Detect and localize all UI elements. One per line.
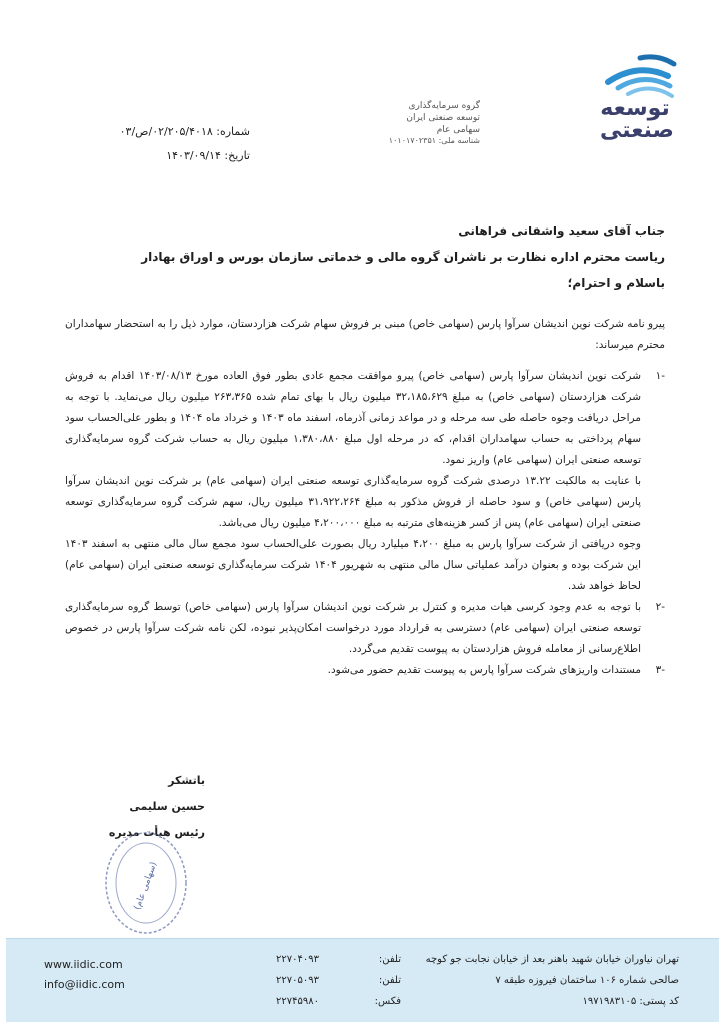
item-number: -۱	[655, 370, 665, 382]
item-list	[65, 366, 665, 681]
address-line: تهران نیاوران خیابان شهید باهنر بعد از خیابان نجابت جو کوچه	[425, 954, 679, 965]
recipient-title: ریاست محترم اداره نظارت بر ناشران گروه مالی و خدماتی سازمان بورس و اوراق بهادار	[141, 250, 665, 264]
item-paragraph: مستندات واریزهای شرکت سرآوا پارس به پیوست تقدیم حضور می‌شود.	[327, 664, 641, 676]
phone-value: ۲۲۷۰۵۰۹۳	[276, 975, 319, 986]
seal-text: (سهامی عام)	[132, 860, 160, 912]
footer-address	[389, 949, 679, 1012]
phone-value: ۲۲۷۰۴۰۹۳	[276, 954, 319, 965]
item-paragraph: شرکت نوین اندیشان سرآوا پارس (سهامی خاص) پیرو موافقت مجمع عادی بطور فوق العاده مورخ ۱۴۰۳/۰۸/۱۳ اقدام به فروش شرکت هزاردستان (سهامی خاص) به مبلغ ۳۲،۱۸۵،۶۲۹ میلیون ریال با بهای تمام شده ۲۶۳،۳۶۵ میلیون ریال می‌نماید. با توجه به مراحل دریافت وجوه حاصله طی سه مرحله و در مواعد زمانی آذرماه، اسفند ماه ۱۴۰۳ و خرداد ماه ۱۴۰۴ و بطور علی‌الحساب سود سهام پرداختی به حساب سهامداران اقدام، که در مرحله اول مبلغ ۱،۳۸۰،۸۸۰ میلیون ریال به حساب شرکت گروه سرمایه‌گذاری توسعه صنعتی ایران (سهامی عام) واریز نمود.	[65, 370, 642, 466]
list-item	[65, 366, 665, 597]
phone-label: تلفن:	[378, 975, 401, 986]
item-number: -۳	[655, 664, 665, 676]
signer-title: رئیس هیأت مدیره	[108, 826, 205, 839]
fax-row	[276, 991, 401, 1012]
group-name	[380, 100, 480, 136]
greeting: باسلام و احترام؛	[567, 276, 665, 290]
item-number: -۲	[655, 601, 665, 613]
phone-row	[276, 970, 401, 991]
national-id: شناسه ملی: ۱۰۱۰۱۷۰۲۳۵۱	[388, 136, 480, 145]
phone-label: تلفن:	[378, 954, 401, 965]
postal-code: کد پستی: ۱۹۷۱۹۸۳۱۰۵	[582, 996, 679, 1007]
logo-wordmark: توسعه صنعتی	[600, 96, 674, 143]
email-link[interactable]: info@iidic.com	[44, 978, 125, 991]
letter-date: تاریخ: ۱۴۰۳/۰۹/۱۴	[166, 149, 250, 162]
item-paragraph: وجوه دریافتی از شرکت سرآوا پارس به مبلغ ۴،۲۰۰ میلیارد ریال بصورت علی‌الحساب سود مجمع سال مالی منتهی به اسفند ۱۴۰۳ این شرکت بوده و بعنوان درآمد عملیاتی سال مالی منتهی به شهریور ۱۴۰۴ شرکت سرمایه‌گذاری توسعه صنعتی ایران (سهامی عام) لحاظ خواهد شد.	[65, 538, 641, 592]
recipient-block	[65, 218, 665, 296]
group-name-line2: توسعه صنعتی ایران	[406, 113, 480, 123]
item-paragraph: با توجه به عدم وجود کرسی هیات مدیره و کنترل بر شرکت نوین اندیشان سرآوا پارس (سهامی خاص) توسط گروه سرمایه‌گذاری توسعه صنعتی ایران (سهامی عام) دسترسی به قرارداد مورد درخواست امکان‌پذیر نبوده، لکن نامه شرکت سرآوا پارس در خصوص اطلاع‌رسانی از معامله فروش هزاردستان به پیوست تقدیم می‌گردد.	[65, 601, 641, 655]
item-paragraph: با عنایت به مالکیت ۱۳.۲۲ درصدی شرکت گروه سرمایه‌گذاری توسعه صنعتی ایران (سهامی عام) بر شرکت نوین اندیشان سرآوا پارس (سهامی خاص) و سود حاصله از فروش مذکور به مبلغ ۳۱،۹۲۲،۲۶۴ میلیون ریال، سهم شرکت گروه سرمایه‌گذاری توسعه صنعتی ایران (سهامی عام) پس از کسر هزینه‌های مترتبه به مبلغ ۴،۲۰۰،۰۰۰ میلیون ریال می‌باشد.	[65, 475, 641, 529]
letter-number: شماره: ۰۲/۲۰۵/۴۰۱۸/ص/۰۳	[119, 125, 250, 138]
group-name-line3: سهامی عام	[436, 125, 480, 135]
list-item	[65, 660, 665, 681]
closing: باتشکر	[168, 774, 205, 787]
recipient-name: جناب آقای سعید واشقانی فراهانی	[458, 224, 665, 238]
fax-value: ۲۲۷۴۵۹۸۰	[276, 996, 319, 1007]
website-link[interactable]: www.iidic.com	[44, 958, 123, 971]
letter-meta	[80, 120, 250, 168]
footer-contact	[44, 955, 125, 995]
fax-label: فکس:	[374, 996, 401, 1007]
footer	[6, 938, 719, 1022]
group-name-line1: گروه سرمایه‌گذاری	[408, 101, 480, 111]
list-item	[65, 597, 665, 660]
signer-name: حسین سلیمی	[129, 800, 205, 813]
letter-body	[65, 314, 665, 681]
company-seal	[98, 828, 194, 938]
footer-phones	[276, 949, 401, 1012]
address-line: صالحی شماره ۱۰۶ ساختمان فیروزه طبقه ۷	[495, 975, 679, 986]
intro-paragraph: پیرو نامه شرکت نوین اندیشان سرآوا پارس (سهامی خاص) مبنی بر فروش سهام شرکت هزاردستان، موارد ذیل را به استحضار سهامداران محترم میرساند:	[65, 318, 665, 351]
phone-row	[276, 949, 401, 970]
